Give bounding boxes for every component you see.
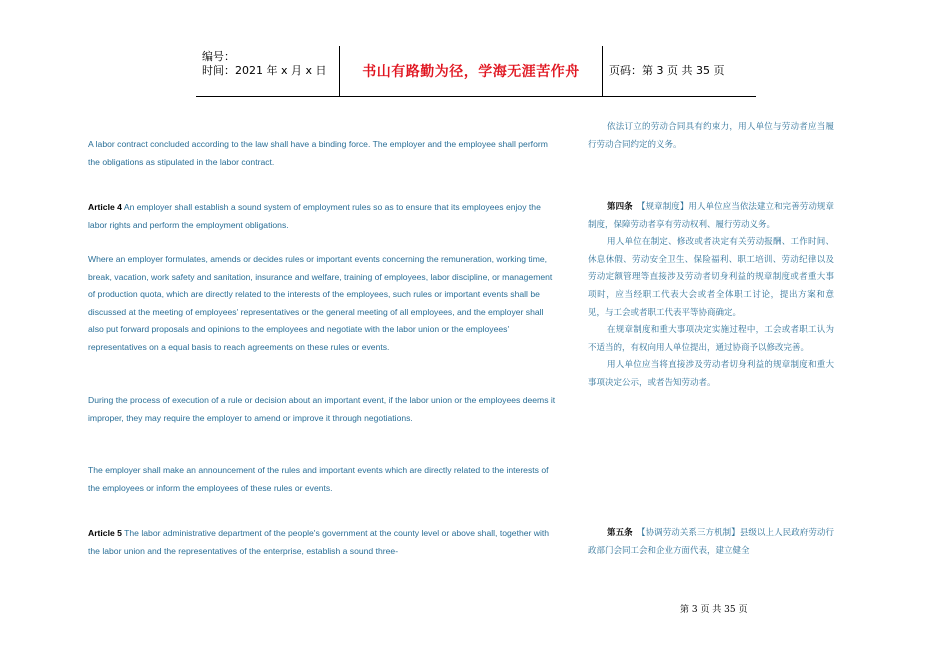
en-article-5 (88, 525, 558, 560)
zh-article-4-label: 第四条 (607, 202, 633, 212)
en-paragraph-1: A labor contract concluded according to the law shall have a binding force. The employer and the employee shall perform the obligations as stipulated in the labor contract. (88, 139, 548, 167)
header-motto: 书山有路勤为径，学海无涯苦作舟 (362, 64, 580, 80)
header-meta-cell (196, 46, 339, 96)
zh-paragraph-3: 用人单位在制定、修改或者决定有关劳动报酬、工作时间、休息休假、劳动安全卫生、保险福利、职工培训、劳动纪律以及劳动定额管理等直接涉及劳动者切身利益的规章制度或者重大事项时，应当经职工代表大会或者全体职工讨论，提出方案和意见，与工会或者职工代表平等协商确定。 (588, 237, 834, 318)
en-paragraph-3: Where an employer formulates, amends or decides rules or important events concerning the remuneration, working time, break, vacation, work safety and sanitation, insurance and welfare, training of employees, labor discipline, or management of production quota, which are directly related to the interests of the employees, such rules or important events shall be discussed at the meeting of employees' representatives or the general meeting of all employees, and the employer shall also put forward proposals and opinions to the employees and negotiate with the labor union or the employees' representatives on a equal basis to reach agreements on these rules or events. (88, 254, 553, 352)
en-paragraph-4: During the process of execution of a rule or decision about an important event, if the labor union or the employees deems it improper, they may require the employer to amend or improve it through negotiations. (88, 395, 556, 423)
zh-article-5 (588, 525, 834, 560)
document-header (196, 46, 756, 97)
zh-paragraph-4: 在规章制度和重大事项决定实施过程中，工会或者职工认为不适当的，有权向用人单位提出，通过协商予以修改完善。 (588, 325, 834, 353)
zh-paragraph-1 (588, 119, 834, 154)
en-article-5-label: Article 5 (88, 528, 122, 538)
page-footer: 第 3 页 共 35 页 (680, 605, 748, 615)
zh-paragraph-1-text: 依法订立的劳动合同具有约束力，用人单位与劳动者应当履行劳动合同约定的义务。 (588, 122, 834, 150)
zh-article-4-text: 【规章制度】用人单位应当依法建立和完善劳动规章制度，保障劳动者享有劳动权利、履行劳动义务。 (588, 202, 834, 230)
zh-article-4-para (588, 199, 834, 234)
en-article-4-label: Article 4 (88, 202, 122, 212)
en-article-4-text: An employer shall establish a sound system of employment rules so as to ensure that its employees enjoy the labor rights and perform the employment obligations. (88, 202, 541, 230)
zh-article-5-text: 【协调劳动关系三方机制】县级以上人民政府劳动行政部门会同工会和企业方面代表，建立健全 (588, 528, 834, 556)
en-article-5-text: The labor administrative department of the people's government at the county level or above shall, together with the labor union and the representatives of the enterprise, establish a sound three- (88, 528, 550, 556)
en-paragraph-5: The employer shall make an announcement of the rules and important events which are directly related to the interests of the employees or inform the employees of these rules or events. (88, 465, 549, 493)
header-motto-cell (340, 46, 602, 96)
header-page-cell (603, 46, 756, 96)
header-date-label: 时间：2021 年 x 月 x 日 (202, 64, 327, 77)
zh-article-5-para (588, 525, 834, 560)
header-page-number: 页码：第 3 页 共 35 页 (609, 64, 725, 77)
header-number-label: 编号： (202, 50, 235, 63)
en-article-4 (88, 199, 558, 234)
zh-article-4 (588, 199, 834, 393)
zh-paragraph-5: 用人单位应当将直接涉及劳动者切身利益的规章制度和重大事项决定公示，或者告知劳动者。 (588, 360, 834, 388)
zh-article-5-label: 第五条 (607, 528, 633, 538)
